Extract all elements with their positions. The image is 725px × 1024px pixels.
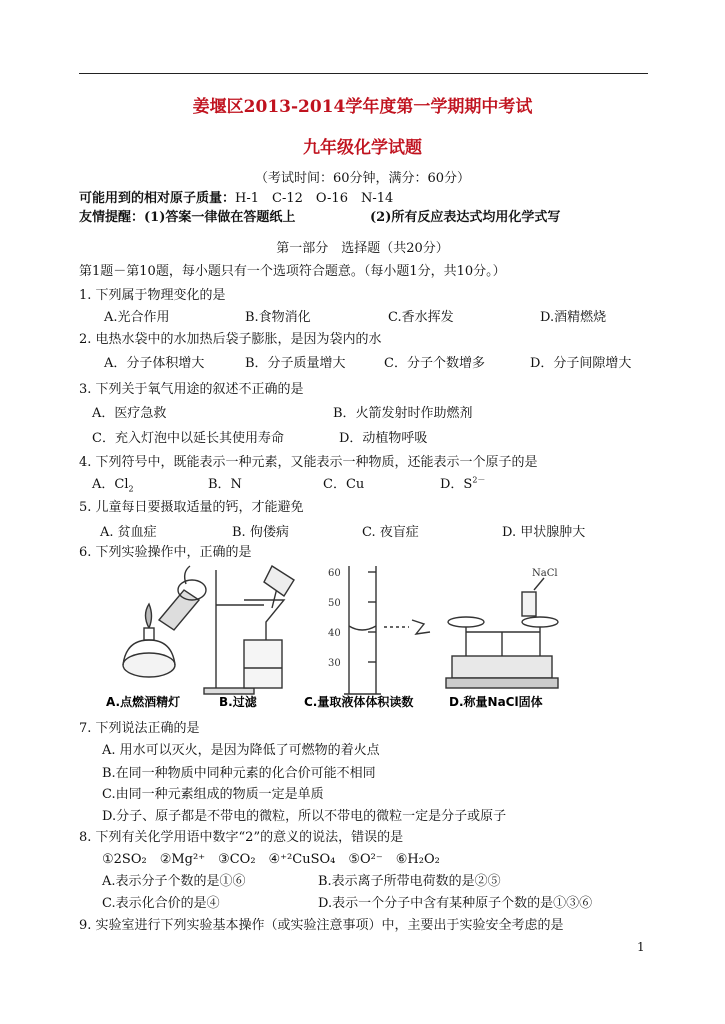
atomic-mass-label: 可能用到的相对原子质量： xyxy=(79,191,236,206)
measuring-cylinder-drawing xyxy=(344,566,430,694)
q6-stem: 6. 下列实验操作中，正确的是 xyxy=(79,545,252,560)
tip-2: (2)所有反应表达式均用化学式写 xyxy=(370,210,561,225)
atomic-mass-line xyxy=(79,187,393,206)
q1-option-d: D.酒精燃烧 xyxy=(540,310,607,325)
q5-option-d: D. 甲状腺肿大 xyxy=(502,525,586,540)
alcohol-lamp-drawing xyxy=(123,566,206,677)
q5-option-c: C. 夜盲症 xyxy=(362,525,419,540)
q4-option-b: B．N xyxy=(208,477,242,492)
fig-caption-a: A.点燃酒精灯 xyxy=(106,695,181,709)
cylinder-tick-60: 60 xyxy=(328,568,341,579)
q4-stem: 4. 下列符号中，既能表示一种元素，又能表示一种物质，还能表示一个原子的是 xyxy=(79,455,538,470)
atomic-mass-values: H-1 C-12 O-16 N-14 xyxy=(235,191,394,206)
balance-drawing xyxy=(446,578,558,688)
q4-option-a-text: A．Cl xyxy=(92,477,129,492)
q3-stem: 3. 下列关于氧气用途的叙述不正确的是 xyxy=(79,382,304,397)
q7-option-a: A. 用水可以灭火，是因为降低了可燃物的着火点 xyxy=(102,743,380,758)
q2-option-b: B．分子质量增大 xyxy=(245,356,346,371)
q4-option-a-sub: 2 xyxy=(128,484,134,494)
q7-stem: 7. 下列说法正确的是 xyxy=(79,721,200,736)
tip-1: 友情提醒：(1)答案一律做在答题纸上 xyxy=(79,210,296,225)
q5-stem: 5. 儿童每日要摄取适量的钙，才能避免 xyxy=(79,500,304,515)
section-instruction: 第1题－第10题，每小题只有一个选项符合题意。（每小题1分，共10分。） xyxy=(79,264,506,279)
fig-caption-b: B.过滤 xyxy=(219,695,257,709)
q8-option-c: C.表示化合价的是④ xyxy=(102,896,220,911)
q7-option-d: D.分子、原子都是不带电的微粒，所以不带电的微粒一定是分子或原子 xyxy=(102,809,507,824)
q4-option-d-sup: 2－ xyxy=(472,475,486,485)
cylinder-tick-30: 30 xyxy=(328,658,341,669)
q4-option-d-text: D．S xyxy=(440,477,473,492)
page-number: 1 xyxy=(637,940,645,954)
q8-option-a: A.表示分子个数的是①⑥ xyxy=(102,874,246,889)
exam-subtitle: 九年级化学试题 xyxy=(303,138,422,158)
nacl-label: NaCl xyxy=(532,568,558,579)
q5-option-a: A. 贫血症 xyxy=(100,525,157,540)
q8-option-b: B.表示离子所带电荷数的是②⑤ xyxy=(318,874,501,889)
fig-caption-d: D.称量NaCl固体 xyxy=(449,695,543,709)
q2-stem: 2. 电热水袋中的水加热后袋子膨胀，是因为袋内的水 xyxy=(79,332,382,347)
q2-option-c: C．分子个数增多 xyxy=(384,356,485,371)
q3-option-c: C．充入灯泡中以延长其使用寿命 xyxy=(92,431,284,446)
q1-stem: 1. 下列属于物理变化的是 xyxy=(79,288,226,303)
q4-option-a xyxy=(92,473,134,494)
exam-title: 姜堰区2013-2014学年度第一学期期中考试 xyxy=(192,97,533,117)
q9-stem: 9. 实验室进行下列实验基本操作（或实验注意事项）中，主要出于实验安全考虑的是 xyxy=(79,918,564,933)
fig-caption-c: C.量取液体体积读数 xyxy=(304,695,414,709)
q1-option-b: B.食物消化 xyxy=(245,310,311,325)
filtration-drawing xyxy=(204,566,294,694)
header-rule xyxy=(79,73,648,74)
q8-option-d: D.表示一个分子中含有某种原子个数的是①③⑥ xyxy=(318,896,593,911)
q4-option-d xyxy=(440,473,485,492)
section-heading: 第一部分 选择题（共20分） xyxy=(276,241,449,256)
q8-stem: 8. 下列有关化学用语中数字“2”的意义的说法，错误的是 xyxy=(79,830,404,845)
q3-option-a: A．医疗急救 xyxy=(92,406,167,421)
q7-option-c: C.由同一种元素组成的物质一定是单质 xyxy=(102,787,324,802)
q4-option-c: C．Cu xyxy=(323,477,365,492)
q2-option-a: A．分子体积增大 xyxy=(104,356,205,371)
q1-option-c: C.香水挥发 xyxy=(388,310,454,325)
q1-option-a: A.光合作用 xyxy=(104,310,170,325)
q7-option-b: B.在同一种物质中同种元素的化合价可能不相同 xyxy=(102,766,376,781)
cylinder-tick-50: 50 xyxy=(328,598,341,609)
time-info: （考试时间：60分钟，满分：60分） xyxy=(254,171,471,186)
cylinder-tick-40: 40 xyxy=(328,628,341,639)
lab-operations-illustration xyxy=(104,560,574,710)
q2-option-d: D．分子间隙增大 xyxy=(530,356,632,371)
q5-option-b: B. 佝偻病 xyxy=(232,525,289,540)
q3-option-d: D．动植物呼吸 xyxy=(339,431,428,446)
q6-figure xyxy=(104,560,574,710)
q3-option-b: B．火箭发射时作助燃剂 xyxy=(333,406,473,421)
q8-symbols: ①2SO₂ ②Mg²⁺ ③CO₂ ④⁺²CuSO₄ ⑤O²⁻ ⑥H₂O₂ xyxy=(102,852,440,867)
